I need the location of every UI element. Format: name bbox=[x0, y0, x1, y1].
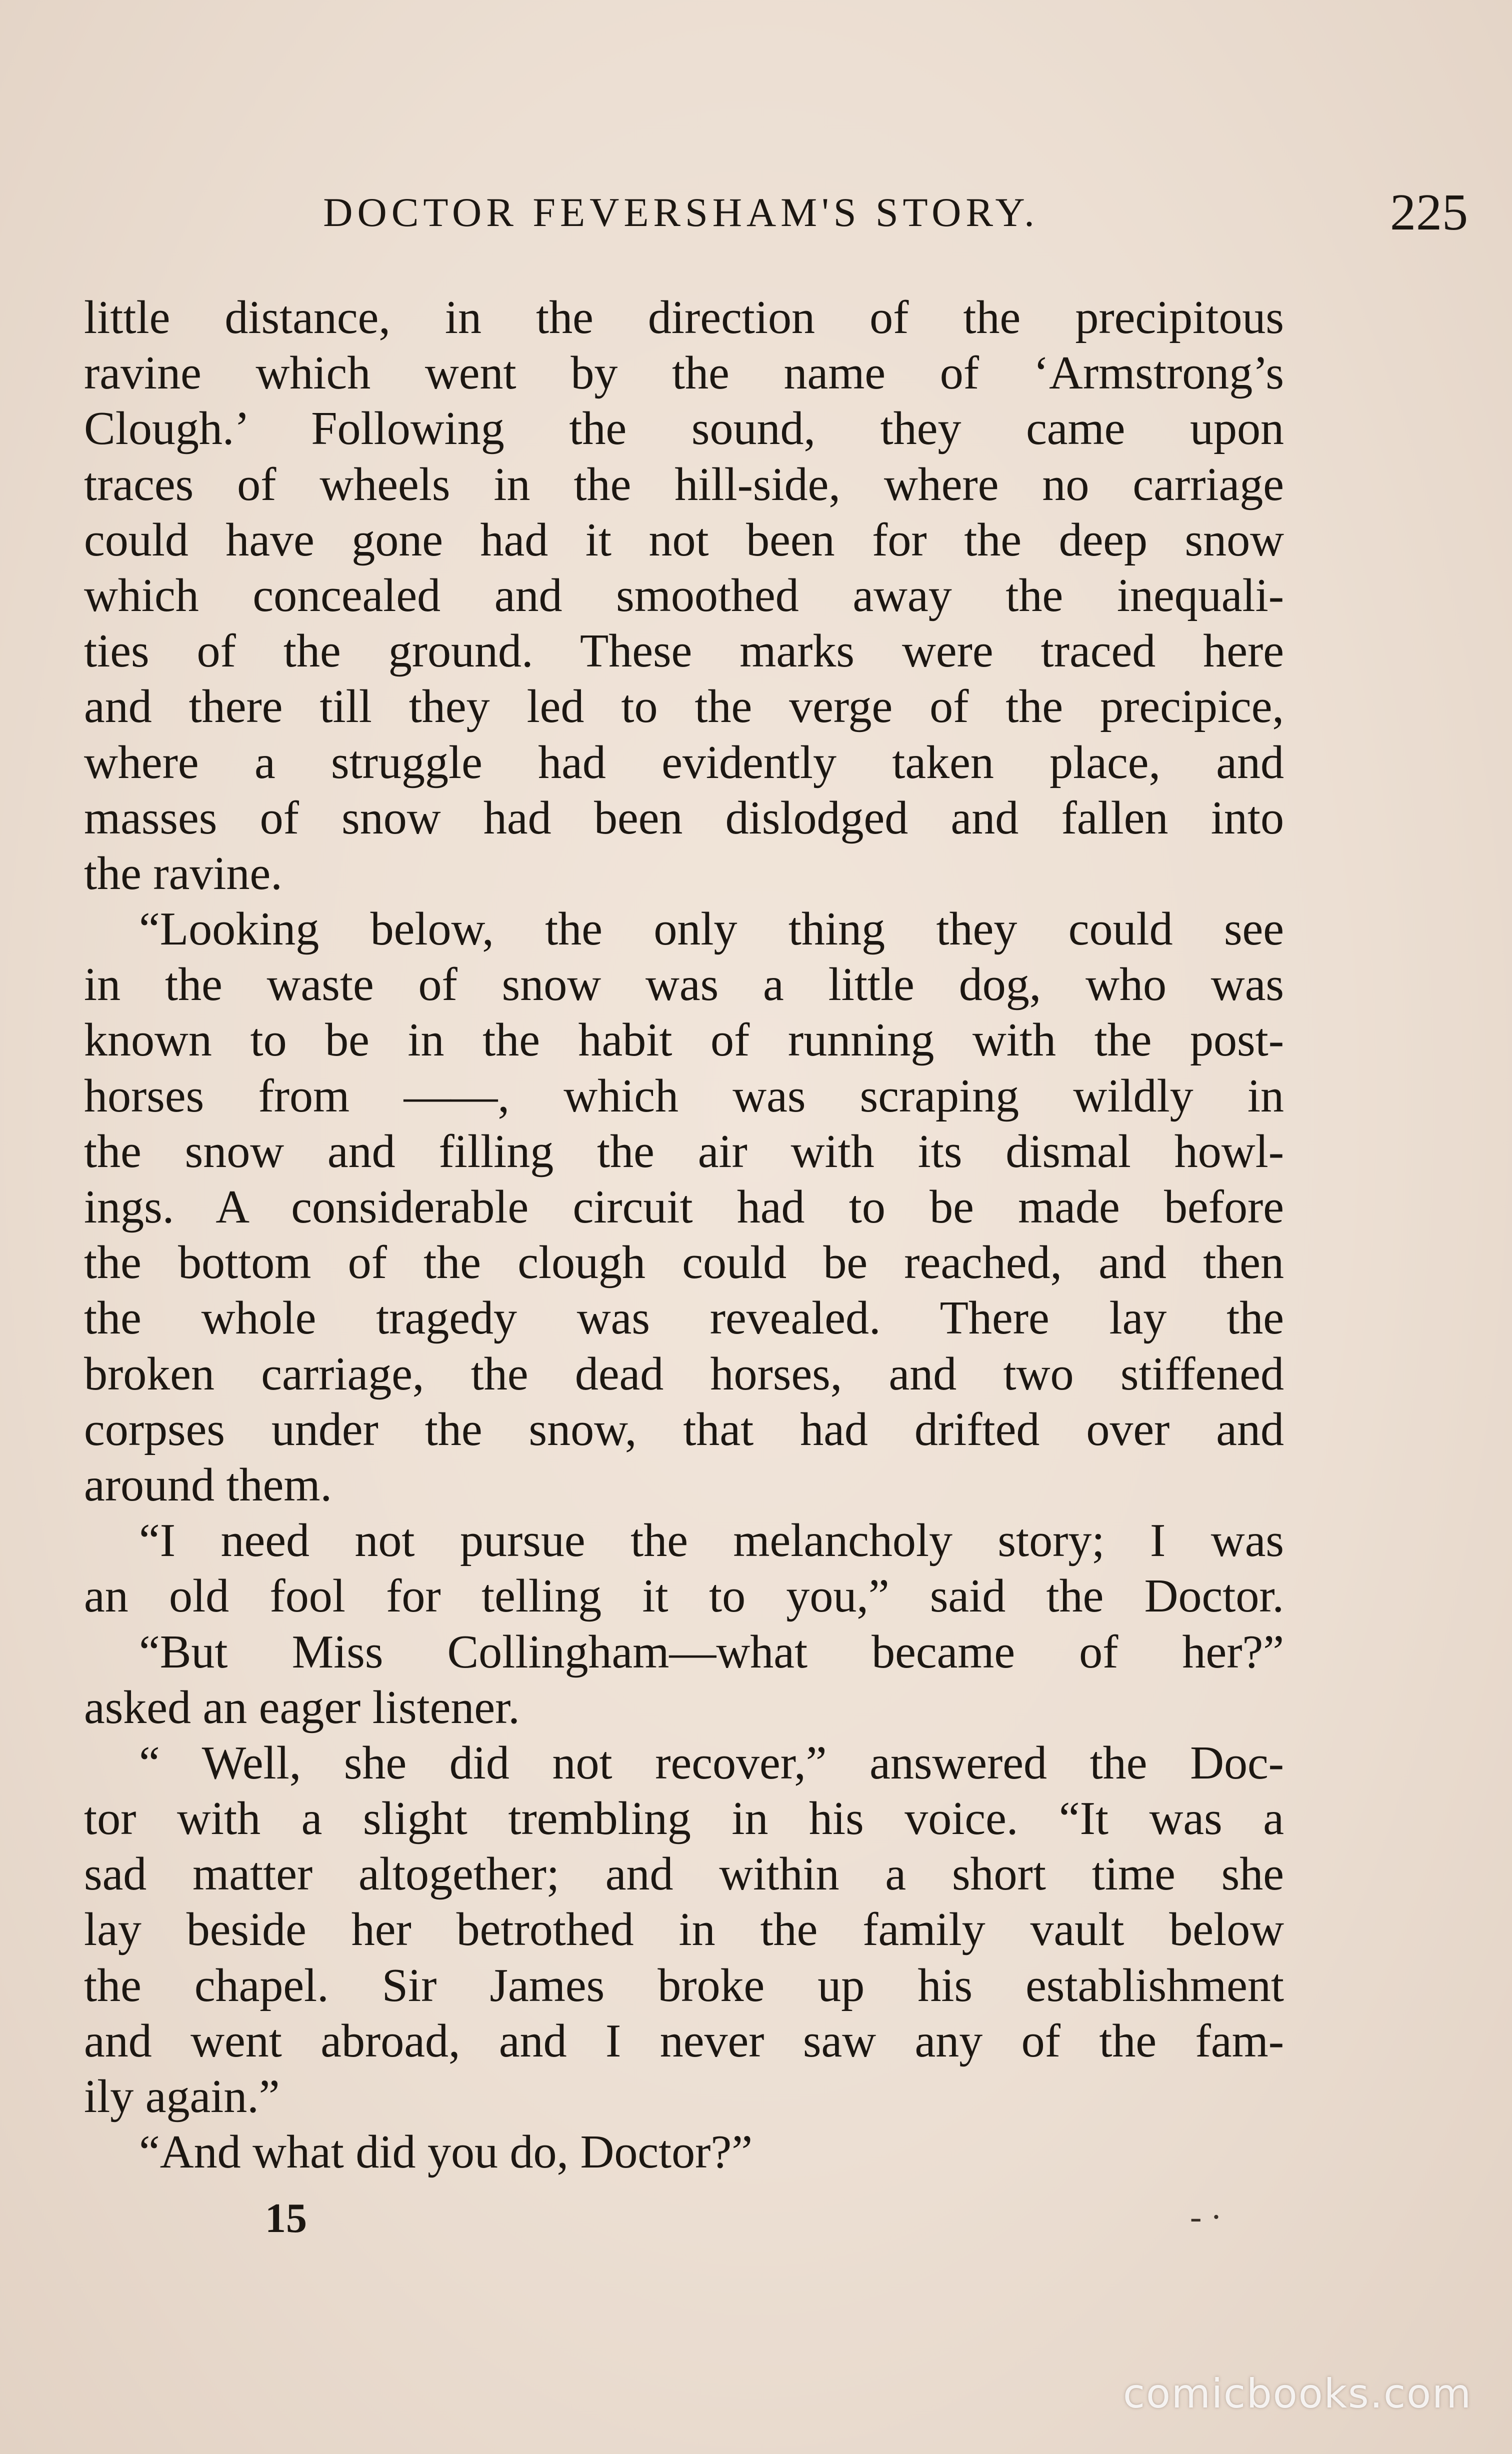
text-line: the bottom of the clough could be reached, and then bbox=[84, 1236, 1284, 1289]
text-line: and there till they led to the verge of the precipice, bbox=[84, 680, 1284, 733]
text-line: an old fool for telling it to you,” said the Doctor. bbox=[84, 1570, 1284, 1622]
text-line: traces of wheels in the hill-side, where no carriage bbox=[84, 458, 1284, 510]
stray-marks: - · bbox=[1190, 2198, 1222, 2236]
text-line: could have gone had it not been for the deep snow bbox=[84, 514, 1284, 566]
text-line: around them. bbox=[84, 1458, 332, 1511]
text-line: lay beside her betrothed in the family vault below bbox=[84, 1904, 1284, 1956]
text-line: “And what did you do, Doctor?” bbox=[139, 2126, 752, 2178]
text-line: ily again.” bbox=[84, 2070, 280, 2122]
text-line: ings. A considerable circuit had to be made before bbox=[84, 1181, 1284, 1233]
text-line: horses from ——, which was scraping wildly in bbox=[84, 1070, 1284, 1122]
body-text bbox=[84, 290, 1284, 2180]
text-line: ties of the ground. These marks were traced here bbox=[84, 625, 1284, 678]
text-line: which concealed and smoothed away the inequali- bbox=[84, 569, 1284, 622]
text-line: sad matter altogether; and within a short time she bbox=[84, 1848, 1284, 1900]
text-line: tor with a slight trembling in his voice. “It was a bbox=[84, 1792, 1284, 1845]
text-line: “ Well, she did not recover,” answered the Doc- bbox=[139, 1736, 1284, 1789]
text-line: “I need not pursue the melancholy story; I was bbox=[139, 1514, 1284, 1567]
signature-mark: 15 bbox=[265, 2195, 307, 2242]
text-line: the chapel. Sir James broke up his establishment bbox=[84, 1959, 1284, 2012]
text-line: the ravine. bbox=[84, 847, 282, 900]
text-line: “But Miss Collingham—what became of her?” bbox=[139, 1626, 1284, 1678]
text-line: ravine which went by the name of ‘Armstrong’s bbox=[84, 347, 1284, 400]
text-line: in the waste of snow was a little dog, who was bbox=[84, 958, 1284, 1011]
watermark: comicbooks.com bbox=[1122, 2370, 1472, 2417]
text-line: broken carriage, the dead horses, and two stiffened bbox=[84, 1348, 1284, 1400]
text-line: “Looking below, the only thing they could see bbox=[139, 903, 1284, 956]
text-line: known to be in the habit of running with the post- bbox=[84, 1014, 1284, 1066]
text-line: Clough.’ Following the sound, they came upon bbox=[84, 402, 1284, 455]
text-line: the whole tragedy was revealed. There lay the bbox=[84, 1292, 1284, 1344]
text-line: asked an eager listener. bbox=[84, 1681, 520, 1734]
text-line: masses of snow had been dislodged and fallen into bbox=[84, 792, 1284, 844]
text-line: where a struggle had evidently taken place, and bbox=[84, 736, 1284, 788]
running-title: DOCTOR FEVERSHAM'S STORY. bbox=[323, 190, 1039, 235]
text-line: corpses under the snow, that had drifted over and bbox=[84, 1403, 1284, 1456]
text-line: little distance, in the direction of the precipitous bbox=[84, 292, 1284, 344]
text-line: the snow and filling the air with its dismal howl- bbox=[84, 1125, 1284, 1178]
running-head bbox=[84, 180, 1468, 245]
text-line: and went abroad, and I never saw any of the fam- bbox=[84, 2014, 1284, 2067]
page-number: 225 bbox=[1390, 184, 1468, 241]
